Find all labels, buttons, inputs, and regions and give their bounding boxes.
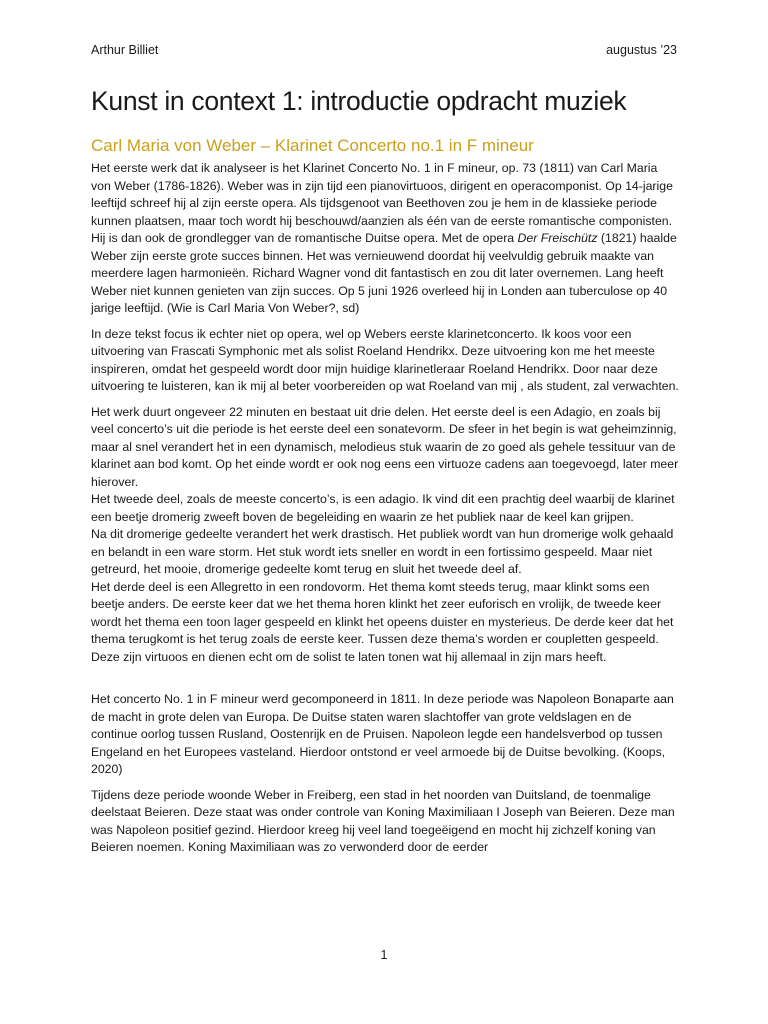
document-body [91,160,679,865]
paragraph-storm: Na dit dromerige gedeelte verandert het werk drastisch. Het publiek wordt van hun dromerige wolk gehaald en belandt in een ware storm. Het stuk wordt iets sneller en wordt in een fortissimo gespeeld. Maar niet getreurd, het mooie, dromerige gedeelte komt terug en sluit het tweede deel af. [91,527,674,576]
paragraph-intro-part1: Het eerste werk dat ik analyseer is het Klarinet Concerto No. 1 in F mineur, op. 73 (1811) van Carl Maria von Weber (1786-1826). Weber was in zijn tijd een pianovirtuoos, dirigent en operacomponist. Op 14-jarige leeftijd schreef hij al zijn eerste opera. Als tijdsgenoot van Beethoven zou je hem in de klassieke periode kunnen plaatsen, maar toch wordt hij beschouwd/aanzien als één van de eerste romantische componisten. Hij is dan ook de grondlegger van de romantische Duitse opera. Met de opera [91,161,673,245]
page-number: 1 [380,948,388,962]
paragraph-freiberg: Tijdens deze periode woonde Weber in Freiberg, een stad in het noorden van Duitsland, de toenmalige deelstaat Beieren. Deze staat was onder controle van Koning Maximiliaan I Joseph van Beieren. Deze man was Napoleon positief gezind. Hierdoor kreeg hij veel land toegeëigend en mocht hij zichzelf koning van Beieren noemen. Koning Maximiliaan was zo verwonderd door de eerder [91,787,675,854]
paragraph-first-movement: Het werk duurt ongeveer 22 minuten en bestaat uit drie delen. Het eerste deel is een Adagio, en zoals bij veel concerto’s uit die periode is het eerste deel een sonatevorm. De sfeer in het begin is wat geheimzinnig, maar al snel verandert het in een dynamisch, melodieus stuk waarin de zo goed als gehele tessituur van de klarinet aan bod komt. Op het einde wordt er ook nog eens een virtuoze cadens aan toegevoegd, later meer hierover. [91,404,679,489]
header-author: Arthur Billiet [91,43,159,57]
paragraph-historical-context: Het concerto No. 1 in F mineur werd gecomponeerd in 1811. In deze periode was Napoleon Bonaparte aan de macht in grote delen van Europa. De Duitse staten waren slachtoffer van grote veldslagen en de continue oorlog tussen Rusland, Oostenrijk en de Pruisen. Napoleon legde een handelsverbod op tussen Engeland en het Europees vasteland. Hierdoor ontstond er veel armoede bij de Duitse bevolking. (Koops, 2020) [91,692,674,776]
paragraph-second-movement: Het tweede deel, zoals de meeste concerto’s, is een adagio. Ik vind dit een prachtig deel waarbij de klarinet een beetje dromerig zweeft boven de begeleiding en waarin ze het publiek naar de keel kan grijpen. [91,492,675,524]
header-date: augustus ’23 [606,43,677,57]
paragraph-performance: In deze tekst focus ik echter niet op opera, wel op Webers eerste klarinetconcerto. Ik koos voor een uitvoering van Frascati Symphonic met als solist Roeland Hendrikx. Deze uitvoering kon me het meeste inspireren, omdat het gespeeld wordt door mijn huidige klarinetleraar Roeland Hendrikx. Door naar deze uitvoering te luisteren, kan ik mij al beter voorbereiden op wat Roeland van mij , als student, zal verwachten. [91,326,679,393]
paragraph-intro [91,160,679,318]
document-title: Kunst in context 1: introductie opdracht muziek [91,86,627,116]
opera-title: Der Freischütz [517,231,598,245]
paragraph-intro-part2: (1821) haalde Weber zijn eerste grote succes binnen. Het was vernieuwend doordat hij veelvuldig gebruik maakte van meerdere lagen harmonieën. Richard Wagner vond dit fantastisch en zou dit later overnemen. Lang heeft Weber niet kunnen genieten van zijn succes. Op 5 juni 1926 overleed hij in Londen aan tuberculose op 40 jarige leeftijd. (Wie is Carl Maria Von Weber?, sd) [91,231,677,315]
section-heading: Carl Maria von Weber – Klarinet Concerto no.1 in F mineur [91,136,534,155]
page-header [91,43,677,61]
paragraph-third-movement: Het derde deel is een Allegretto in een rondovorm. Het thema komt steeds terug, maar klinkt soms een beetje anders. De eerste keer dat we het thema horen klinkt het zeer euforisch en vrolijk, de tweede keer wordt het thema een toon lager gespeeld en klinkt het opeens duister en mysterieus. De derde keer dat het thema terugkomt is het terug zoals de eerste keer. Tussen deze thema’s worden er coupletten gespeeld. Deze zijn virtuoos en dienen echt om de solist te laten tonen wat hij allemaal in zijn mars heeft. [91,579,674,664]
